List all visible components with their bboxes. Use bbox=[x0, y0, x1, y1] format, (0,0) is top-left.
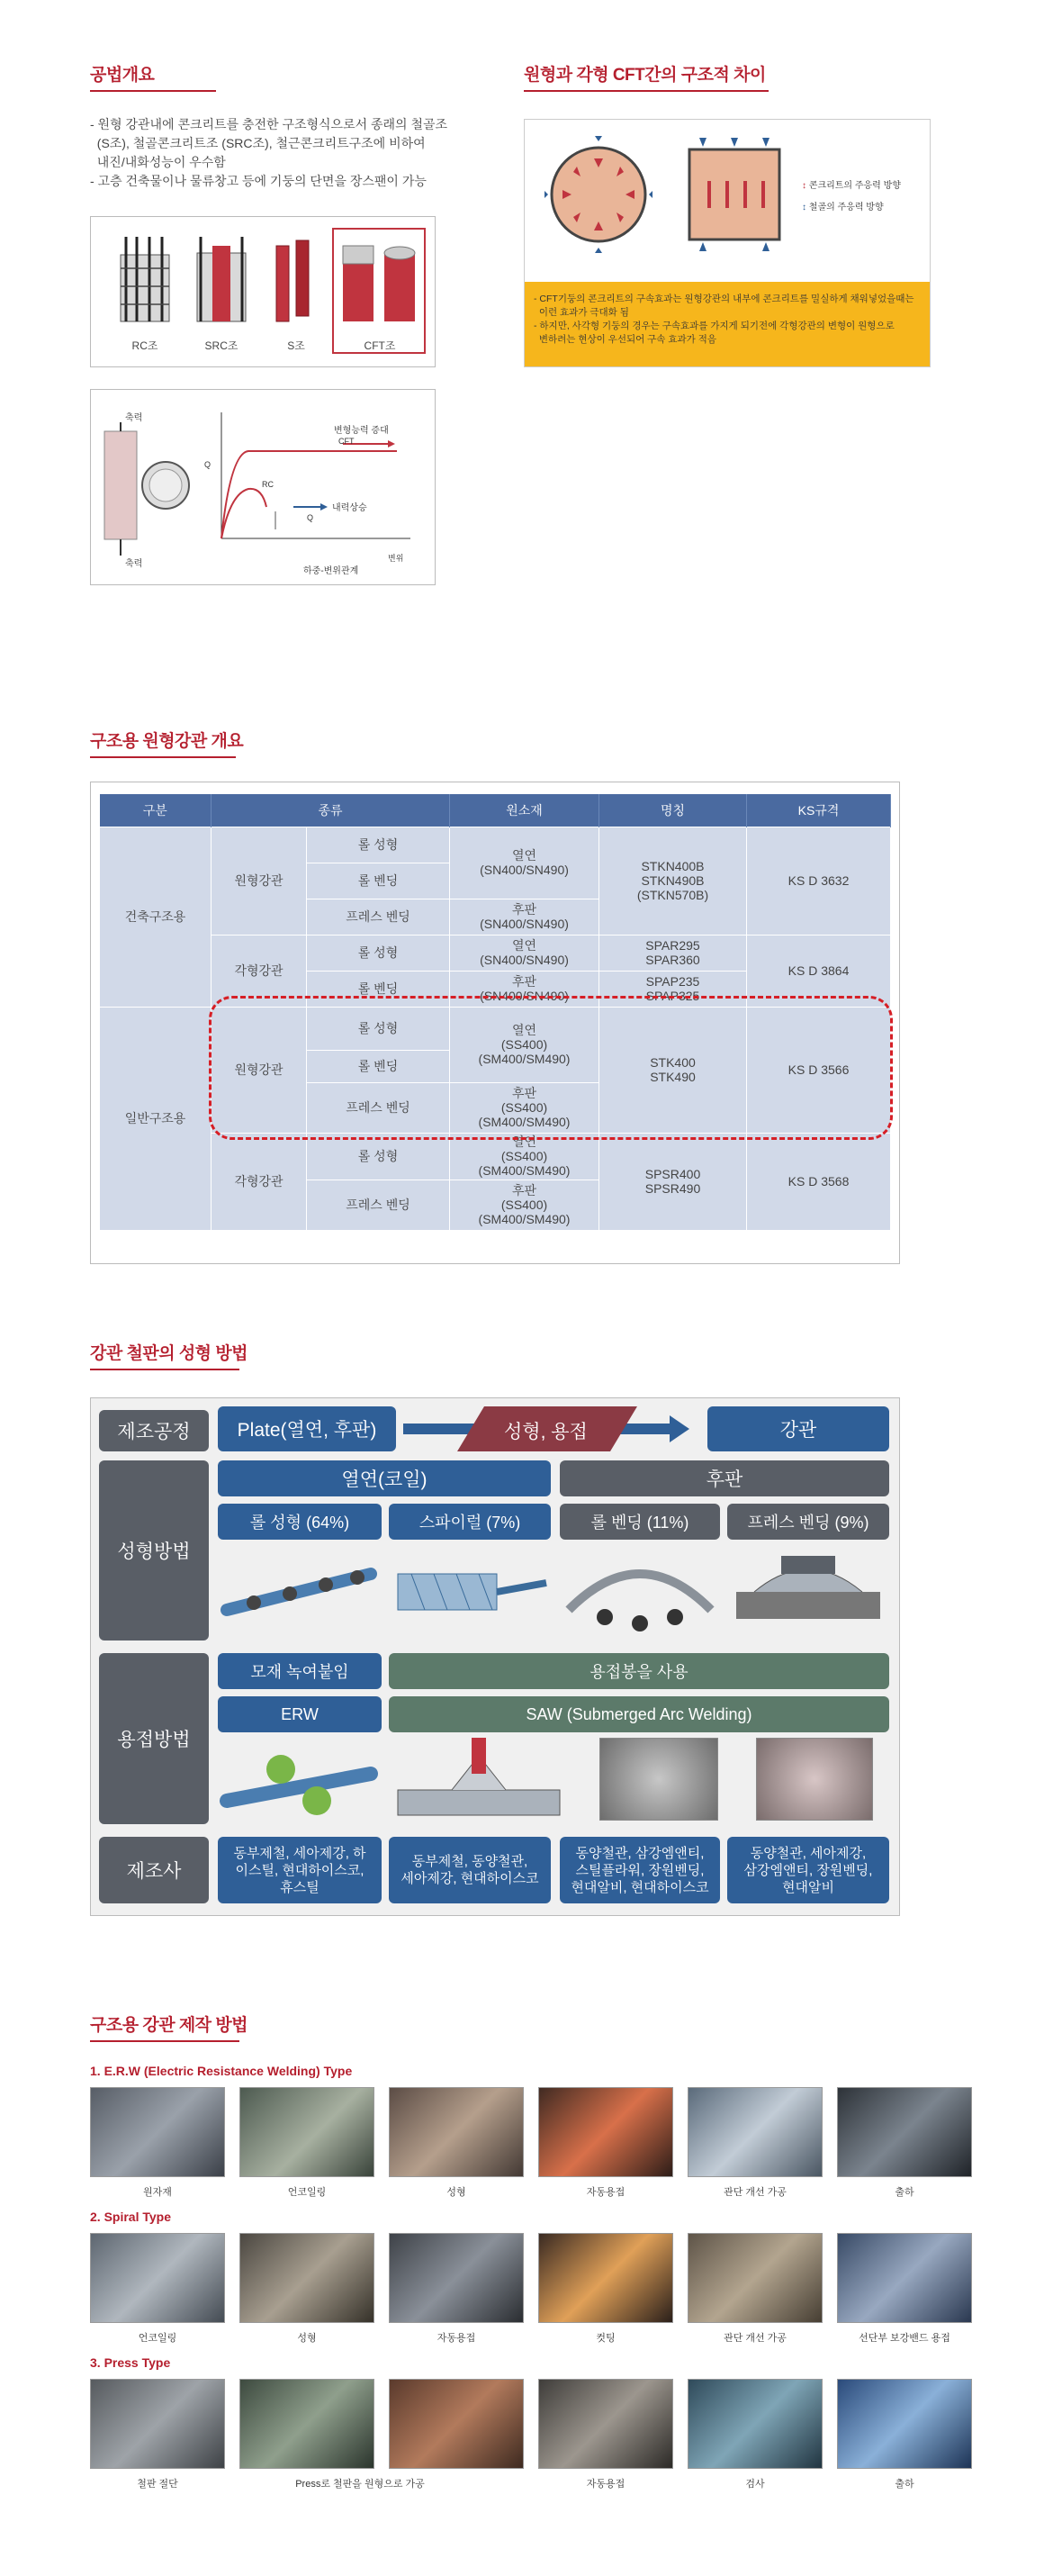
photo-end-bevel bbox=[688, 2087, 823, 2177]
saw-box: SAW (Submerged Arc Welding) bbox=[389, 1696, 889, 1732]
process-label: 제조공정 bbox=[99, 1410, 209, 1451]
roll-forming-illustration bbox=[218, 1547, 382, 1637]
x-axis-unit: 변위 bbox=[388, 554, 404, 563]
material-hot: 열연 (SS400) (SM400/SM490) bbox=[450, 1007, 599, 1082]
maker-box-2: 동부제철, 동양철관, 세아제강, 현대하이스코 bbox=[389, 1837, 551, 1903]
press-caption-6: 출하 bbox=[895, 2479, 914, 2490]
spiral-box: 스파이럴 (7%) bbox=[389, 1504, 551, 1540]
roll-bending-illustration bbox=[560, 1547, 720, 1637]
press-caption-5: 검사 bbox=[745, 2479, 765, 2490]
method-roll-bending: 롤 벤딩 bbox=[307, 971, 450, 1007]
weld-photo-2 bbox=[756, 1738, 873, 1821]
note-line: 변하려는 현상이 우선되어 구속 효과가 적음 bbox=[534, 334, 716, 345]
rc-curve-label: RC bbox=[262, 480, 274, 489]
photo-pipe-stack bbox=[389, 2379, 524, 2469]
photo-uncoiling bbox=[90, 2233, 225, 2323]
press-caption-2: Press로 철판을 원형으로 가공 bbox=[295, 2479, 425, 2490]
src-column-image bbox=[190, 237, 253, 327]
material-plate: 후판 (SN400/SN490) bbox=[450, 971, 599, 1007]
erw-caption-6: 출하 bbox=[895, 2187, 914, 2198]
cft-difference-figure bbox=[524, 119, 931, 367]
name-spap: SPAP235 SPAP325 bbox=[599, 971, 747, 1007]
q-axis-label: Q bbox=[204, 460, 212, 469]
welding-method-label: 용접방법 bbox=[99, 1653, 209, 1824]
cft-column-section-image bbox=[95, 422, 194, 557]
note-line: - 하지만, 사각형 기둥의 경우는 구속효과를 가지게 되기전에 각형강관의 변형이 원형으로 bbox=[534, 321, 895, 331]
section-title-pipe-overview: 구조용 원형강관 개요 bbox=[90, 732, 244, 751]
photo-inspection bbox=[688, 2379, 823, 2469]
header-ks: KS규격 bbox=[747, 794, 891, 827]
title-underline bbox=[90, 756, 236, 758]
erw-caption-5: 관단 개선 가공 bbox=[724, 2187, 787, 2198]
photo-auto-welding bbox=[538, 2379, 673, 2469]
section-title-forming-method: 강관 철판의 성형 방법 bbox=[90, 1344, 248, 1363]
photo-cutting bbox=[538, 2233, 673, 2323]
q-label: Q bbox=[307, 513, 314, 522]
ks-3632: KS D 3632 bbox=[747, 827, 891, 935]
s-column-image bbox=[269, 237, 323, 327]
spiral-caption-2: 성형 bbox=[297, 2333, 317, 2344]
photo-raw-material bbox=[90, 2087, 225, 2177]
erw-caption-3: 성형 bbox=[446, 2187, 466, 2198]
maker-box-4: 동양철관, 세아제강, 삼강엠앤티, 장원벤딩, 현대알비 bbox=[727, 1837, 889, 1903]
overview-line: - 원형 강관내에 콘크리트를 충전한 구조형식으로서 종래의 철골조 bbox=[90, 117, 448, 131]
material-hot: 열연 (SN400/SN490) bbox=[450, 935, 599, 971]
type-square: 각형강관 bbox=[212, 1133, 307, 1230]
method-roll-bending: 롤 벤딩 bbox=[307, 863, 450, 899]
method-roll-forming: 롤 성형 bbox=[307, 827, 450, 863]
photo-plate-cutting bbox=[90, 2379, 225, 2469]
spiral-photo-row bbox=[90, 2233, 972, 2332]
section-title-manufacture: 구조용 강관 제작 방법 bbox=[90, 2016, 248, 2035]
photo-uncoiling bbox=[239, 2087, 374, 2177]
spiral-caption-4: 컷팅 bbox=[596, 2333, 616, 2344]
legend-red-label: 콘크리트의 주응력 방향 bbox=[808, 181, 901, 191]
spiral-illustration bbox=[389, 1547, 551, 1637]
spiral-type-title: 2. Spiral Type bbox=[90, 2210, 171, 2224]
maker-box-3: 동양철관, 삼강엠앤티, 스틸플라워, 장원벤딩, 현대알비, 현대하이스코 bbox=[560, 1837, 720, 1903]
saw-illustration bbox=[389, 1738, 569, 1824]
axial-top-label: 축력 bbox=[125, 413, 143, 423]
title-underline bbox=[524, 90, 769, 92]
base-melt-box: 모재 녹여붙임 bbox=[218, 1653, 382, 1689]
blue-arrow-icon: ↕ bbox=[802, 203, 806, 212]
weld-photo-1 bbox=[599, 1738, 718, 1821]
overview-line: - 고층 건축물이나 물류창고 등에 기둥의 단면을 장스팬이 가능 bbox=[90, 174, 427, 188]
photo-forming bbox=[239, 2233, 374, 2323]
section-title-cft-difference: 원형과 각형 CFT간의 구조적 차이 bbox=[524, 66, 766, 85]
photo-shipping bbox=[837, 2087, 972, 2177]
method-press-bending: 프레스 벤딩 bbox=[307, 1180, 450, 1230]
roll-bending-box: 롤 벤딩 (11%) bbox=[560, 1504, 720, 1540]
table-header-row bbox=[100, 794, 891, 827]
name-stk: STK400 STK490 bbox=[599, 1007, 747, 1133]
header-category: 구분 bbox=[100, 794, 212, 827]
method-roll-forming: 롤 성형 bbox=[307, 1007, 450, 1050]
caption-s: S조 bbox=[287, 339, 305, 352]
pipe-box: 강관 bbox=[707, 1406, 889, 1451]
note-line: 이런 효과가 극대화 됨 bbox=[534, 307, 629, 318]
rc-column-image bbox=[113, 237, 176, 327]
cft-curve-label: CFT bbox=[338, 437, 355, 446]
photo-press-forming bbox=[239, 2379, 374, 2469]
spiral-caption-1: 언코일링 bbox=[138, 2333, 177, 2344]
name-stkn: STKN400B STKN490B (STKN570B) bbox=[599, 827, 747, 935]
method-press-bending: 프레스 벤딩 bbox=[307, 899, 450, 935]
title-underline bbox=[90, 1369, 239, 1370]
erw-caption-4: 자동용접 bbox=[586, 2187, 626, 2198]
material-hot: 열연 (SN400/SN490) bbox=[450, 827, 599, 899]
x-axis-title: 하중-변위관계 bbox=[303, 566, 359, 576]
photo-band-welding bbox=[837, 2233, 972, 2323]
press-caption-1: 철판 절단 bbox=[137, 2479, 178, 2490]
ks-3864: KS D 3864 bbox=[747, 935, 891, 1007]
press-photo-row bbox=[90, 2379, 972, 2478]
overview-line: 내진/내화성능이 우수함 bbox=[90, 155, 226, 169]
group-general: 일반구조용 bbox=[100, 1007, 212, 1230]
use-rod-box: 용접봉을 사용 bbox=[389, 1653, 889, 1689]
group-building: 건축구조용 bbox=[100, 827, 212, 1007]
forming-welding-label: 성형, 용접 bbox=[504, 1422, 588, 1442]
erw-type-title: 1. E.R.W (Electric Resistance Welding) Type bbox=[90, 2064, 353, 2078]
table-row bbox=[100, 935, 891, 971]
axial-bottom-label: 축력 bbox=[125, 559, 143, 569]
spiral-caption-6: 선단부 보강밴드 용접 bbox=[859, 2333, 950, 2344]
maker-label: 제조사 bbox=[99, 1837, 209, 1903]
hot-coil-box: 열연(코일) bbox=[218, 1460, 551, 1496]
press-type-title: 3. Press Type bbox=[90, 2355, 171, 2370]
title-underline bbox=[90, 90, 216, 92]
photo-forming bbox=[389, 2087, 524, 2177]
deform-increase-label: 변형능력 증대 bbox=[334, 426, 389, 436]
method-roll-forming: 롤 성형 bbox=[307, 935, 450, 971]
table-row bbox=[100, 827, 891, 863]
erw-box: ERW bbox=[218, 1696, 382, 1732]
photo-end-bevel bbox=[688, 2233, 823, 2323]
type-square: 각형강관 bbox=[212, 935, 307, 1007]
type-round: 원형강관 bbox=[212, 827, 307, 935]
load-displacement-figure bbox=[90, 389, 436, 585]
strength-increase-label: 내력상승 bbox=[332, 503, 367, 513]
header-name: 명칭 bbox=[599, 794, 747, 827]
roll-forming-box: 롤 성형 (64%) bbox=[218, 1504, 382, 1540]
spiral-caption-3: 자동용접 bbox=[436, 2333, 476, 2344]
press-bending-box: 프레스 벤딩 (9%) bbox=[727, 1504, 889, 1540]
material-plate: 후판 (SN400/SN490) bbox=[450, 899, 599, 935]
name-spar: SPAR295 SPAR360 bbox=[599, 935, 747, 971]
note-line: - CFT기둥의 콘크리트의 구속효과는 원형강관의 내부에 콘크리트를 밀실하게 채워넣었을때는 bbox=[534, 294, 914, 304]
material-plate: 후판 (SS400) (SM400/SM490) bbox=[450, 1180, 599, 1230]
circular-cft-stress-diagram bbox=[544, 136, 652, 253]
header-material: 원소재 bbox=[450, 794, 599, 827]
photo-shipping bbox=[837, 2379, 972, 2469]
method-roll-bending: 롤 벤딩 bbox=[307, 1050, 450, 1082]
photo-auto-welding bbox=[389, 2233, 524, 2323]
erw-caption-2: 언코일링 bbox=[287, 2187, 327, 2198]
ks-3566: KS D 3566 bbox=[747, 1007, 891, 1133]
cft-column-image bbox=[339, 237, 420, 327]
cft-notes-box bbox=[525, 282, 930, 366]
header-type: 종류 bbox=[212, 794, 450, 827]
press-bending-illustration bbox=[727, 1547, 889, 1637]
maker-box-1: 동부제철, 세아제강, 하 이스틸, 현대하이스코, 휴스틸 bbox=[218, 1837, 382, 1903]
material-hot: 열연 (SS400) (SM400/SM490) bbox=[450, 1133, 599, 1180]
method-roll-forming: 롤 성형 bbox=[307, 1133, 450, 1180]
ks-3568: KS D 3568 bbox=[747, 1133, 891, 1230]
square-cft-stress-diagram bbox=[676, 136, 793, 253]
method-press-bending: 프레스 벤딩 bbox=[307, 1082, 450, 1133]
type-round: 원형강관 bbox=[212, 1007, 307, 1133]
press-caption-4: 자동용접 bbox=[586, 2479, 626, 2490]
column-types-figure bbox=[90, 216, 436, 367]
title-underline bbox=[90, 2040, 239, 2042]
name-spsr: SPSR400 SPSR490 bbox=[599, 1133, 747, 1230]
caption-src: SRC조 bbox=[204, 339, 238, 352]
erw-caption-1: 원자재 bbox=[143, 2187, 172, 2198]
spiral-caption-5: 관단 개선 가공 bbox=[724, 2333, 787, 2344]
caption-rc: RC조 bbox=[131, 339, 158, 352]
erw-photo-row bbox=[90, 2087, 972, 2186]
legend-red-item bbox=[802, 177, 901, 191]
overview-line: (S조), 철골콘크리트조 (SRC조), 철근콘크리트구조에 비하여 bbox=[90, 136, 426, 150]
plate-box: Plate(열연, 후판) bbox=[218, 1406, 396, 1451]
material-plate: 후판 (SS400) (SM400/SM490) bbox=[450, 1082, 599, 1133]
caption-cft: CFT조 bbox=[364, 339, 396, 352]
overview-text bbox=[90, 115, 450, 191]
thick-plate-box: 후판 bbox=[560, 1460, 889, 1496]
legend-blue-label: 철골의 주응력 방향 bbox=[808, 203, 884, 212]
erw-illustration bbox=[218, 1738, 382, 1824]
section-title-overview: 공법개요 bbox=[90, 66, 155, 85]
highlight-dashed-frame bbox=[209, 996, 893, 1140]
forming-method-label: 성형방법 bbox=[99, 1460, 209, 1641]
photo-auto-welding bbox=[538, 2087, 673, 2177]
red-arrow-icon: ↕ bbox=[802, 181, 806, 191]
legend-blue-item bbox=[802, 199, 884, 212]
